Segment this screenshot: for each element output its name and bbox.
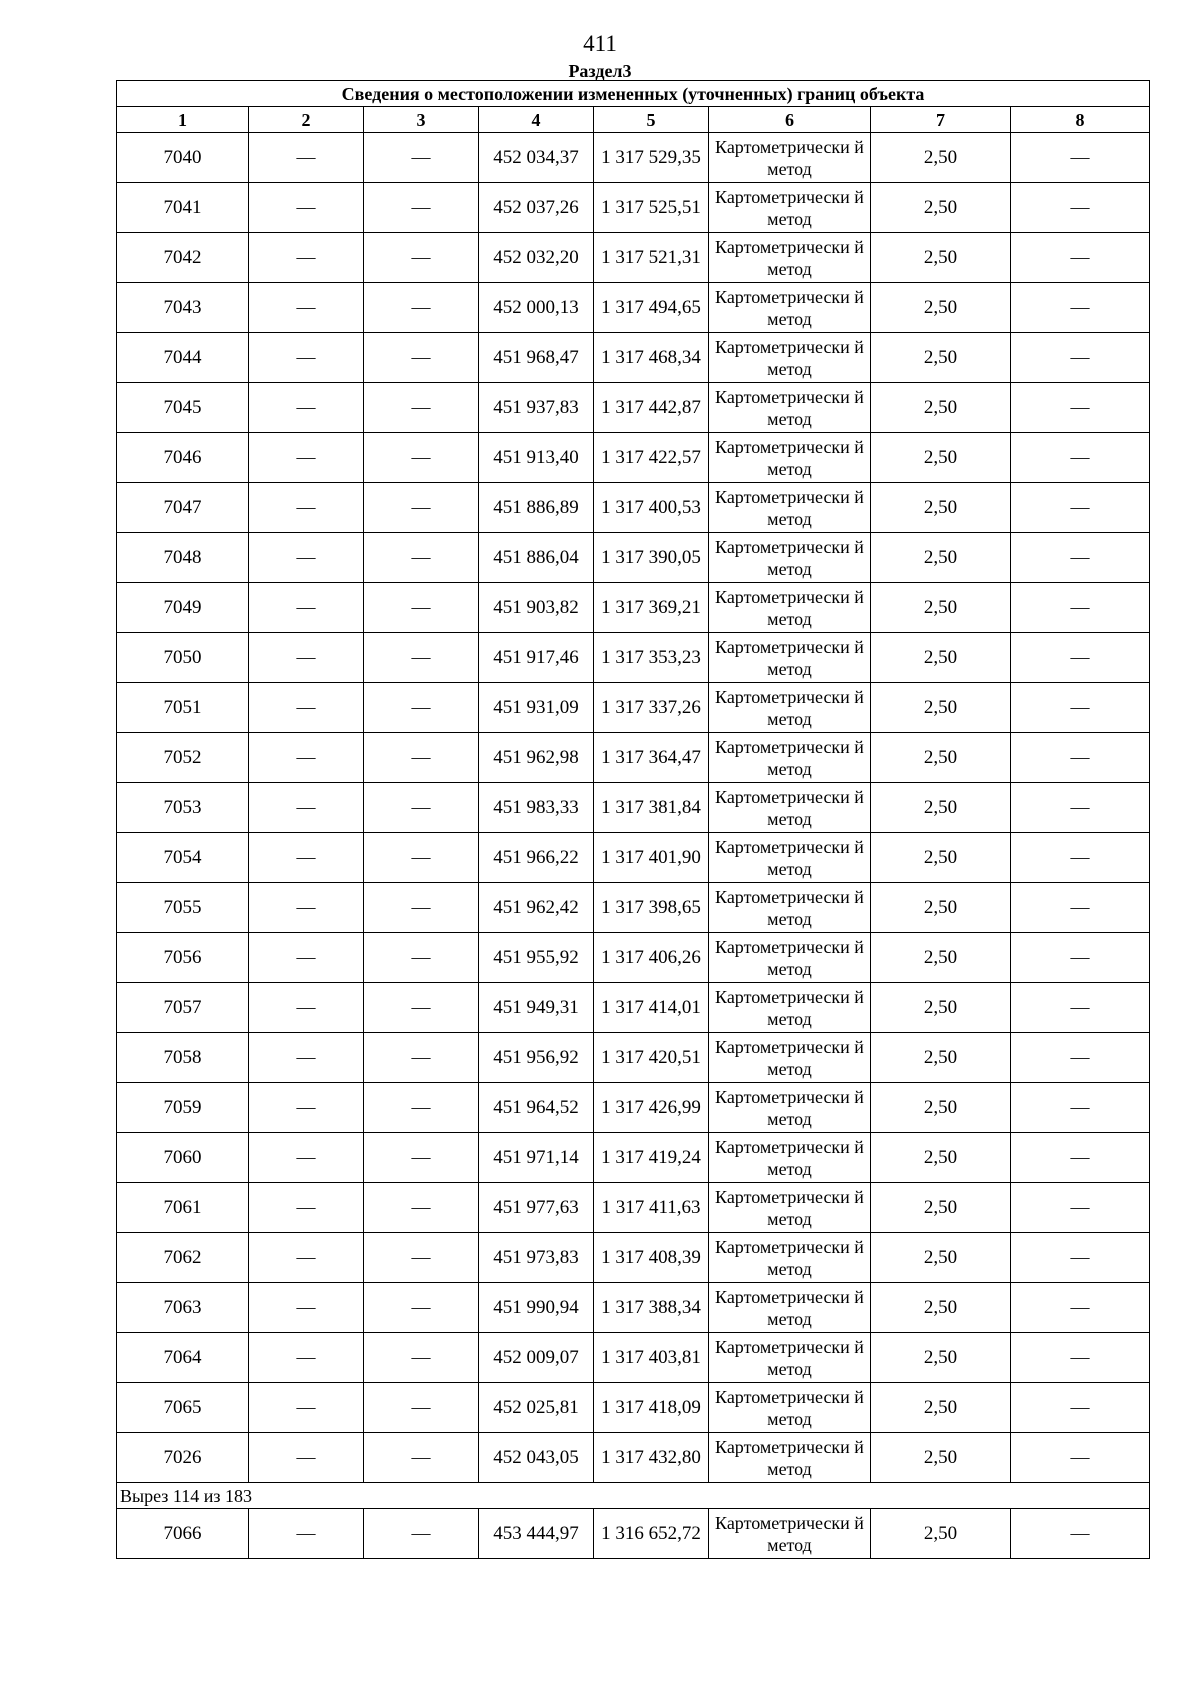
accuracy-cell: 2,50	[871, 683, 1011, 733]
accuracy-cell: 2,50	[871, 383, 1011, 433]
table-row	[117, 883, 1150, 933]
coordinate-x: 451 971,14	[479, 1133, 594, 1183]
point-number: 7051	[117, 683, 249, 733]
empty-value: —	[364, 1333, 479, 1383]
empty-value: —	[364, 883, 479, 933]
coordinate-x: 451 973,83	[479, 1233, 594, 1283]
accuracy-cell: 2,50	[871, 583, 1011, 633]
empty-value: —	[364, 183, 479, 233]
column-header-2: 2	[249, 107, 364, 133]
empty-value: —	[1011, 933, 1150, 983]
accuracy-cell: 2,50	[871, 1133, 1011, 1183]
empty-value: —	[249, 1283, 364, 1333]
empty-value: —	[249, 883, 364, 933]
empty-value: —	[249, 583, 364, 633]
table-row	[117, 1283, 1150, 1333]
table-row	[117, 1183, 1150, 1233]
empty-value: —	[249, 1183, 364, 1233]
empty-value: —	[364, 833, 479, 883]
method-cell: Картометрически й метод	[709, 1509, 871, 1559]
method-cell: Картометрически й метод	[709, 283, 871, 333]
table-row	[117, 433, 1150, 483]
table-row	[117, 1133, 1150, 1183]
table-caption: Сведения о местоположении измененных (уточненных) границ объекта	[117, 81, 1150, 107]
empty-value: —	[364, 683, 479, 733]
empty-value: —	[249, 1433, 364, 1483]
empty-value: —	[249, 1133, 364, 1183]
table-row	[117, 1233, 1150, 1283]
empty-value: —	[1011, 583, 1150, 633]
empty-value: —	[364, 1433, 479, 1483]
coordinate-x: 451 937,83	[479, 383, 594, 433]
empty-value: —	[364, 1233, 479, 1283]
point-number: 7040	[117, 133, 249, 183]
point-number: 7044	[117, 333, 249, 383]
empty-value: —	[249, 233, 364, 283]
column-header-6: 6	[709, 107, 871, 133]
coordinate-x: 451 968,47	[479, 333, 594, 383]
empty-value: —	[364, 233, 479, 283]
table-row	[117, 533, 1150, 583]
coordinate-y: 1 317 442,87	[594, 383, 709, 433]
empty-value: —	[1011, 1383, 1150, 1433]
point-number: 7050	[117, 633, 249, 683]
point-number: 7056	[117, 933, 249, 983]
empty-value: —	[364, 1133, 479, 1183]
empty-value: —	[1011, 1183, 1150, 1233]
method-cell: Картометрически й метод	[709, 933, 871, 983]
empty-value: —	[249, 783, 364, 833]
empty-value: —	[249, 183, 364, 233]
point-number: 7042	[117, 233, 249, 283]
coordinate-x: 451 962,98	[479, 733, 594, 783]
empty-value: —	[249, 1509, 364, 1559]
coordinate-x: 451 931,09	[479, 683, 594, 733]
empty-value: —	[249, 283, 364, 333]
point-number: 7026	[117, 1433, 249, 1483]
coordinate-x: 451 955,92	[479, 933, 594, 983]
point-number: 7057	[117, 983, 249, 1033]
column-header-8: 8	[1011, 107, 1150, 133]
method-cell: Картометрически й метод	[709, 833, 871, 883]
coordinate-x: 451 964,52	[479, 1083, 594, 1133]
accuracy-cell: 2,50	[871, 183, 1011, 233]
method-cell: Картометрически й метод	[709, 983, 871, 1033]
coordinate-x: 451 903,82	[479, 583, 594, 633]
method-cell: Картометрически й метод	[709, 883, 871, 933]
coordinate-x: 451 977,63	[479, 1183, 594, 1233]
coordinate-y: 1 317 422,57	[594, 433, 709, 483]
table-row	[117, 683, 1150, 733]
accuracy-cell: 2,50	[871, 1383, 1011, 1433]
table-row	[117, 1433, 1150, 1483]
empty-value: —	[1011, 333, 1150, 383]
point-number: 7058	[117, 1033, 249, 1083]
point-number: 7063	[117, 1283, 249, 1333]
empty-value: —	[249, 533, 364, 583]
method-cell: Картометрически й метод	[709, 583, 871, 633]
coordinate-y: 1 317 401,90	[594, 833, 709, 883]
table-row	[117, 1383, 1150, 1433]
empty-value: —	[1011, 1509, 1150, 1559]
coordinate-x: 451 962,42	[479, 883, 594, 933]
table-row	[117, 333, 1150, 383]
empty-value: —	[249, 1383, 364, 1433]
coordinate-y: 1 317 398,65	[594, 883, 709, 933]
point-number: 7052	[117, 733, 249, 783]
coordinate-y: 1 317 525,51	[594, 183, 709, 233]
point-number: 7046	[117, 433, 249, 483]
coordinate-y: 1 317 426,99	[594, 1083, 709, 1133]
column-header-1: 1	[117, 107, 249, 133]
empty-value: —	[364, 933, 479, 983]
empty-value: —	[1011, 733, 1150, 783]
empty-value: —	[364, 433, 479, 483]
coordinate-x: 452 009,07	[479, 1333, 594, 1383]
method-cell: Картометрически й метод	[709, 533, 871, 583]
method-cell: Картометрически й метод	[709, 633, 871, 683]
empty-value: —	[249, 933, 364, 983]
empty-value: —	[1011, 183, 1150, 233]
coordinate-y: 1 317 337,26	[594, 683, 709, 733]
accuracy-cell: 2,50	[871, 983, 1011, 1033]
empty-value: —	[1011, 1083, 1150, 1133]
coordinate-y: 1 317 529,35	[594, 133, 709, 183]
coordinate-y: 1 317 400,53	[594, 483, 709, 533]
column-header-7: 7	[871, 107, 1011, 133]
accuracy-cell: 2,50	[871, 883, 1011, 933]
accuracy-cell: 2,50	[871, 1083, 1011, 1133]
excerpt-label: Вырез 114 из 183	[117, 1483, 1150, 1509]
empty-value: —	[1011, 1233, 1150, 1283]
empty-value: —	[364, 333, 479, 383]
table-row	[117, 1083, 1150, 1133]
method-cell: Картометрически й метод	[709, 433, 871, 483]
empty-value: —	[249, 383, 364, 433]
empty-value: —	[364, 383, 479, 433]
coordinate-x: 452 000,13	[479, 283, 594, 333]
empty-value: —	[364, 983, 479, 1033]
empty-value: —	[1011, 1433, 1150, 1483]
point-number: 7041	[117, 183, 249, 233]
point-number: 7043	[117, 283, 249, 333]
table-row	[117, 1333, 1150, 1383]
empty-value: —	[1011, 383, 1150, 433]
empty-value: —	[1011, 1333, 1150, 1383]
coordinate-x: 452 043,05	[479, 1433, 594, 1483]
empty-value: —	[1011, 533, 1150, 583]
empty-value: —	[364, 1033, 479, 1083]
point-number: 7065	[117, 1383, 249, 1433]
method-cell: Картометрически й метод	[709, 233, 871, 283]
method-cell: Картометрически й метод	[709, 483, 871, 533]
accuracy-cell: 2,50	[871, 1033, 1011, 1083]
point-number: 7066	[117, 1509, 249, 1559]
method-cell: Картометрически й метод	[709, 1033, 871, 1083]
accuracy-cell: 2,50	[871, 833, 1011, 883]
empty-value: —	[364, 633, 479, 683]
point-number: 7054	[117, 833, 249, 883]
coordinate-x: 451 956,92	[479, 1033, 594, 1083]
coordinate-x: 451 966,22	[479, 833, 594, 883]
empty-value: —	[1011, 683, 1150, 733]
empty-value: —	[1011, 233, 1150, 283]
empty-value: —	[364, 133, 479, 183]
coordinate-y: 1 317 432,80	[594, 1433, 709, 1483]
point-number: 7060	[117, 1133, 249, 1183]
coordinate-x: 452 034,37	[479, 133, 594, 183]
coordinate-x: 451 917,46	[479, 633, 594, 683]
coordinate-x: 452 032,20	[479, 233, 594, 283]
point-number: 7064	[117, 1333, 249, 1383]
coordinate-y: 1 316 652,72	[594, 1509, 709, 1559]
empty-value: —	[364, 1383, 479, 1433]
table-row	[117, 283, 1150, 333]
accuracy-cell: 2,50	[871, 533, 1011, 583]
accuracy-cell: 2,50	[871, 133, 1011, 183]
coordinate-x: 451 983,33	[479, 783, 594, 833]
empty-value: —	[249, 333, 364, 383]
method-cell: Картометрически й метод	[709, 783, 871, 833]
empty-value: —	[1011, 1283, 1150, 1333]
point-number: 7062	[117, 1233, 249, 1283]
coordinate-x: 452 025,81	[479, 1383, 594, 1433]
table-row	[117, 483, 1150, 533]
accuracy-cell: 2,50	[871, 433, 1011, 483]
empty-value: —	[364, 783, 479, 833]
empty-value: —	[249, 1333, 364, 1383]
point-number: 7061	[117, 1183, 249, 1233]
method-cell: Картометрически й метод	[709, 333, 871, 383]
empty-value: —	[364, 283, 479, 333]
coordinate-y: 1 317 406,26	[594, 933, 709, 983]
coordinate-y: 1 317 420,51	[594, 1033, 709, 1083]
accuracy-cell: 2,50	[871, 1433, 1011, 1483]
method-cell: Картометрически й метод	[709, 733, 871, 783]
coordinate-y: 1 317 468,34	[594, 333, 709, 383]
method-cell: Картометрически й метод	[709, 1133, 871, 1183]
coordinate-x: 451 949,31	[479, 983, 594, 1033]
empty-value: —	[249, 633, 364, 683]
accuracy-cell: 2,50	[871, 1333, 1011, 1383]
empty-value: —	[1011, 1033, 1150, 1083]
point-number: 7053	[117, 783, 249, 833]
empty-value: —	[364, 733, 479, 783]
table-row	[117, 383, 1150, 433]
empty-value: —	[249, 733, 364, 783]
method-cell: Картометрически й метод	[709, 1383, 871, 1433]
coordinate-x: 452 037,26	[479, 183, 594, 233]
coordinate-x: 451 886,89	[479, 483, 594, 533]
empty-value: —	[364, 533, 479, 583]
empty-value: —	[364, 483, 479, 533]
coordinate-x: 451 886,04	[479, 533, 594, 583]
empty-value: —	[249, 133, 364, 183]
empty-value: —	[249, 1033, 364, 1083]
point-number: 7045	[117, 383, 249, 433]
table-row	[117, 1033, 1150, 1083]
empty-value: —	[1011, 833, 1150, 883]
empty-value: —	[249, 1233, 364, 1283]
accuracy-cell: 2,50	[871, 1283, 1011, 1333]
accuracy-cell: 2,50	[871, 1183, 1011, 1233]
empty-value: —	[1011, 483, 1150, 533]
coordinate-y: 1 317 494,65	[594, 283, 709, 333]
empty-value: —	[1011, 983, 1150, 1033]
empty-value: —	[249, 483, 364, 533]
table-row	[117, 133, 1150, 183]
empty-value: —	[249, 983, 364, 1033]
empty-value: —	[249, 833, 364, 883]
accuracy-cell: 2,50	[871, 1233, 1011, 1283]
accuracy-cell: 2,50	[871, 233, 1011, 283]
excerpt-row	[117, 1483, 1150, 1509]
accuracy-cell: 2,50	[871, 1509, 1011, 1559]
empty-value: —	[249, 1083, 364, 1133]
coordinate-y: 1 317 388,34	[594, 1283, 709, 1333]
coordinate-y: 1 317 390,05	[594, 533, 709, 583]
column-header-4: 4	[479, 107, 594, 133]
empty-value: —	[364, 1509, 479, 1559]
coordinate-y: 1 317 369,21	[594, 583, 709, 633]
method-cell: Картометрически й метод	[709, 133, 871, 183]
coordinate-x: 453 444,97	[479, 1509, 594, 1559]
coordinates-table	[116, 80, 1150, 1559]
accuracy-cell: 2,50	[871, 783, 1011, 833]
table-row	[117, 983, 1150, 1033]
coordinate-y: 1 317 521,31	[594, 233, 709, 283]
accuracy-cell: 2,50	[871, 283, 1011, 333]
coordinate-y: 1 317 403,81	[594, 1333, 709, 1383]
method-cell: Картометрически й метод	[709, 183, 871, 233]
method-cell: Картометрически й метод	[709, 1183, 871, 1233]
point-number: 7049	[117, 583, 249, 633]
coordinate-y: 1 317 364,47	[594, 733, 709, 783]
table-row	[117, 733, 1150, 783]
coordinate-x: 451 913,40	[479, 433, 594, 483]
section-title: Раздел3	[568, 61, 632, 81]
accuracy-cell: 2,50	[871, 733, 1011, 783]
coordinate-y: 1 317 408,39	[594, 1233, 709, 1283]
table-row	[117, 583, 1150, 633]
accuracy-cell: 2,50	[871, 633, 1011, 683]
page-number: 411	[583, 31, 617, 56]
empty-value: —	[249, 683, 364, 733]
empty-value: —	[1011, 133, 1150, 183]
point-number: 7055	[117, 883, 249, 933]
accuracy-cell: 2,50	[871, 483, 1011, 533]
empty-value: —	[1011, 283, 1150, 333]
empty-value: —	[364, 1083, 479, 1133]
method-cell: Картометрически й метод	[709, 1233, 871, 1283]
coordinate-y: 1 317 418,09	[594, 1383, 709, 1433]
empty-value: —	[1011, 633, 1150, 683]
method-cell: Картометрически й метод	[709, 683, 871, 733]
empty-value: —	[1011, 783, 1150, 833]
column-header-3: 3	[364, 107, 479, 133]
coordinate-x: 451 990,94	[479, 1283, 594, 1333]
coordinate-y: 1 317 411,63	[594, 1183, 709, 1233]
table-row	[117, 633, 1150, 683]
method-cell: Картометрически й метод	[709, 1283, 871, 1333]
empty-value: —	[364, 1283, 479, 1333]
empty-value: —	[1011, 433, 1150, 483]
empty-value: —	[1011, 1133, 1150, 1183]
method-cell: Картометрически й метод	[709, 1433, 871, 1483]
coordinate-y: 1 317 414,01	[594, 983, 709, 1033]
method-cell: Картометрически й метод	[709, 1083, 871, 1133]
coordinate-y: 1 317 353,23	[594, 633, 709, 683]
table-row	[117, 833, 1150, 883]
table-row	[117, 183, 1150, 233]
table-row	[117, 233, 1150, 283]
empty-value: —	[1011, 883, 1150, 933]
accuracy-cell: 2,50	[871, 933, 1011, 983]
table-row	[117, 1509, 1150, 1559]
point-number: 7059	[117, 1083, 249, 1133]
point-number: 7047	[117, 483, 249, 533]
table-row	[117, 783, 1150, 833]
table-row	[117, 933, 1150, 983]
empty-value: —	[364, 583, 479, 633]
column-header-5: 5	[594, 107, 709, 133]
coordinate-y: 1 317 419,24	[594, 1133, 709, 1183]
coordinate-y: 1 317 381,84	[594, 783, 709, 833]
empty-value: —	[249, 433, 364, 483]
accuracy-cell: 2,50	[871, 333, 1011, 383]
point-number: 7048	[117, 533, 249, 583]
method-cell: Картометрически й метод	[709, 383, 871, 433]
empty-value: —	[364, 1183, 479, 1233]
method-cell: Картометрически й метод	[709, 1333, 871, 1383]
